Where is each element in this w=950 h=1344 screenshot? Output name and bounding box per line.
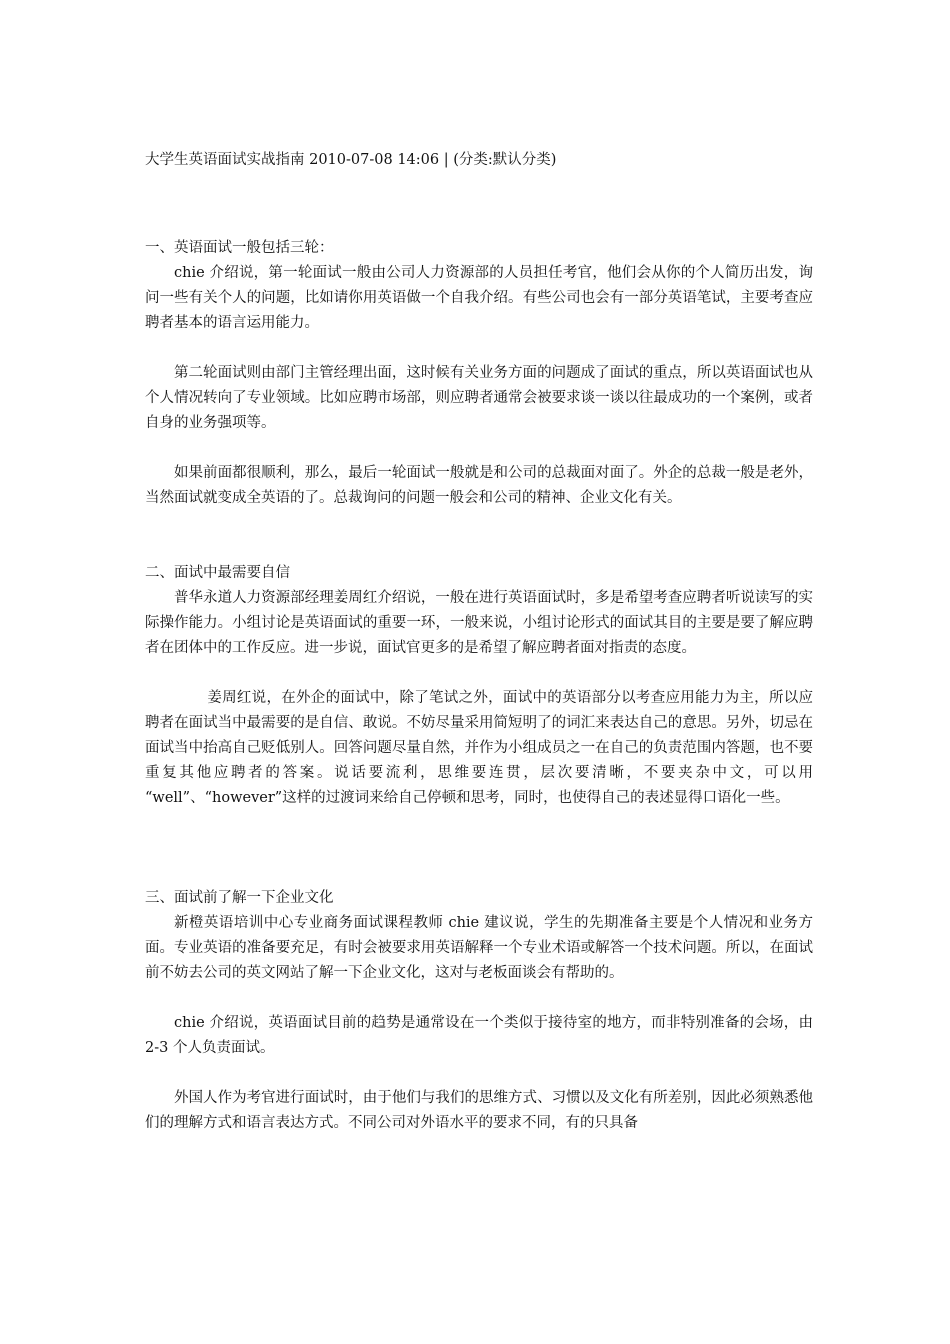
section-2-paragraph-2: 姜周红说，在外企的面试中，除了笔试之外，面试中的英语部分以考查应用能力为主，所以应聘者在面试当中最需要的是自信、敢说。不妨尽量采用简短明了的词汇来表达自己的意思。另外，切忌在面试当中抬高自己贬低别人。回答问题尽量自然，并作为小组成员之一在自己的负责范围内答题，也不要重复其他应聘者的答案。说话要流利，思维要连贯，层次要清晰，不要夹杂中文，可以用 “well”、“however”这样的过渡词来给自己停顿和思考，同时，也使得自己的表述显得口语化一些。	[145, 690, 813, 806]
section-heading-2: 二、面试中最需要自信	[145, 565, 290, 581]
section-1-paragraph-3: 如果前面都很顺利，那么，最后一轮面试一般就是和公司的总裁面对面了。外企的总裁一般是老外，当然面试就变成全英语的了。总裁询问的问题一般会和公司的精神、企业文化有关。	[145, 465, 813, 506]
paragraph-spacer	[145, 661, 813, 686]
paragraph-spacer	[145, 986, 813, 1011]
section-3-paragraph-2: chie 介绍说，英语面试目前的趋势是通常设在一个类似于接待室的地方，而非特别准备的会场，由 2-3 个人负责面试。	[145, 1015, 813, 1056]
section-heading-3: 三、面试前了解一下企业文化	[145, 890, 334, 906]
paragraph-spacer	[145, 336, 813, 361]
section-3-paragraph-3: 外国人作为考官进行面试时，由于他们与我们的思维方式、习惯以及文化有所差别，因此必须熟悉他们的理解方式和语言表达方式。不同公司对外语水平的要求不同，有的只具备	[145, 1090, 813, 1131]
document-title: 大学生英语面试实战指南 2010-07-08 14:06 | (分类:默认分类)	[145, 152, 557, 168]
paragraph-spacer	[145, 1061, 813, 1086]
section-2-paragraph-1: 普华永道人力资源部经理姜周红介绍说，一般在进行英语面试时，多是希望考查应聘者听说读写的实际操作能力。小组讨论是英语面试的重要一环，一般来说，小组讨论形式的面试其目的主要是要了解应聘者在团体中的工作反应。进一步说，面试官更多的是希望了解应聘者面对指责的态度。	[145, 590, 813, 656]
section-3-paragraph-1: 新橙英语培训中心专业商务面试课程教师 chie 建议说，学生的先期准备主要是个人情况和业务方面。专业英语的准备要充足，有时会被要求用英语解释一个专业术语或解答一个技术问题。所以，在面试前不妨去公司的英文网站了解一下企业文化，这对与老板面谈会有帮助的。	[145, 915, 813, 981]
section-heading-1: 一、英语面试一般包括三轮：	[145, 240, 334, 256]
section-1-paragraph-2: 第二轮面试则由部门主管经理出面，这时候有关业务方面的问题成了面试的重点，所以英语面试也从个人情况转向了专业领域。比如应聘市场部，则应聘者通常会被要求谈一谈以往最成功的一个案例，或者自身的业务强项等。	[145, 365, 813, 431]
section-spacer	[145, 511, 813, 561]
paragraph-spacer	[145, 436, 813, 461]
section-spacer	[145, 811, 813, 886]
document-page	[145, 148, 813, 1136]
section-1-paragraph-1: chie 介绍说，第一轮面试一般由公司人力资源部的人员担任考官，他们会从你的个人简历出发，询问一些有关个人的问题，比如请你用英语做一个自我介绍。有些公司也会有一部分英语笔试，主要考查应聘者基本的语言运用能力。	[145, 265, 813, 331]
